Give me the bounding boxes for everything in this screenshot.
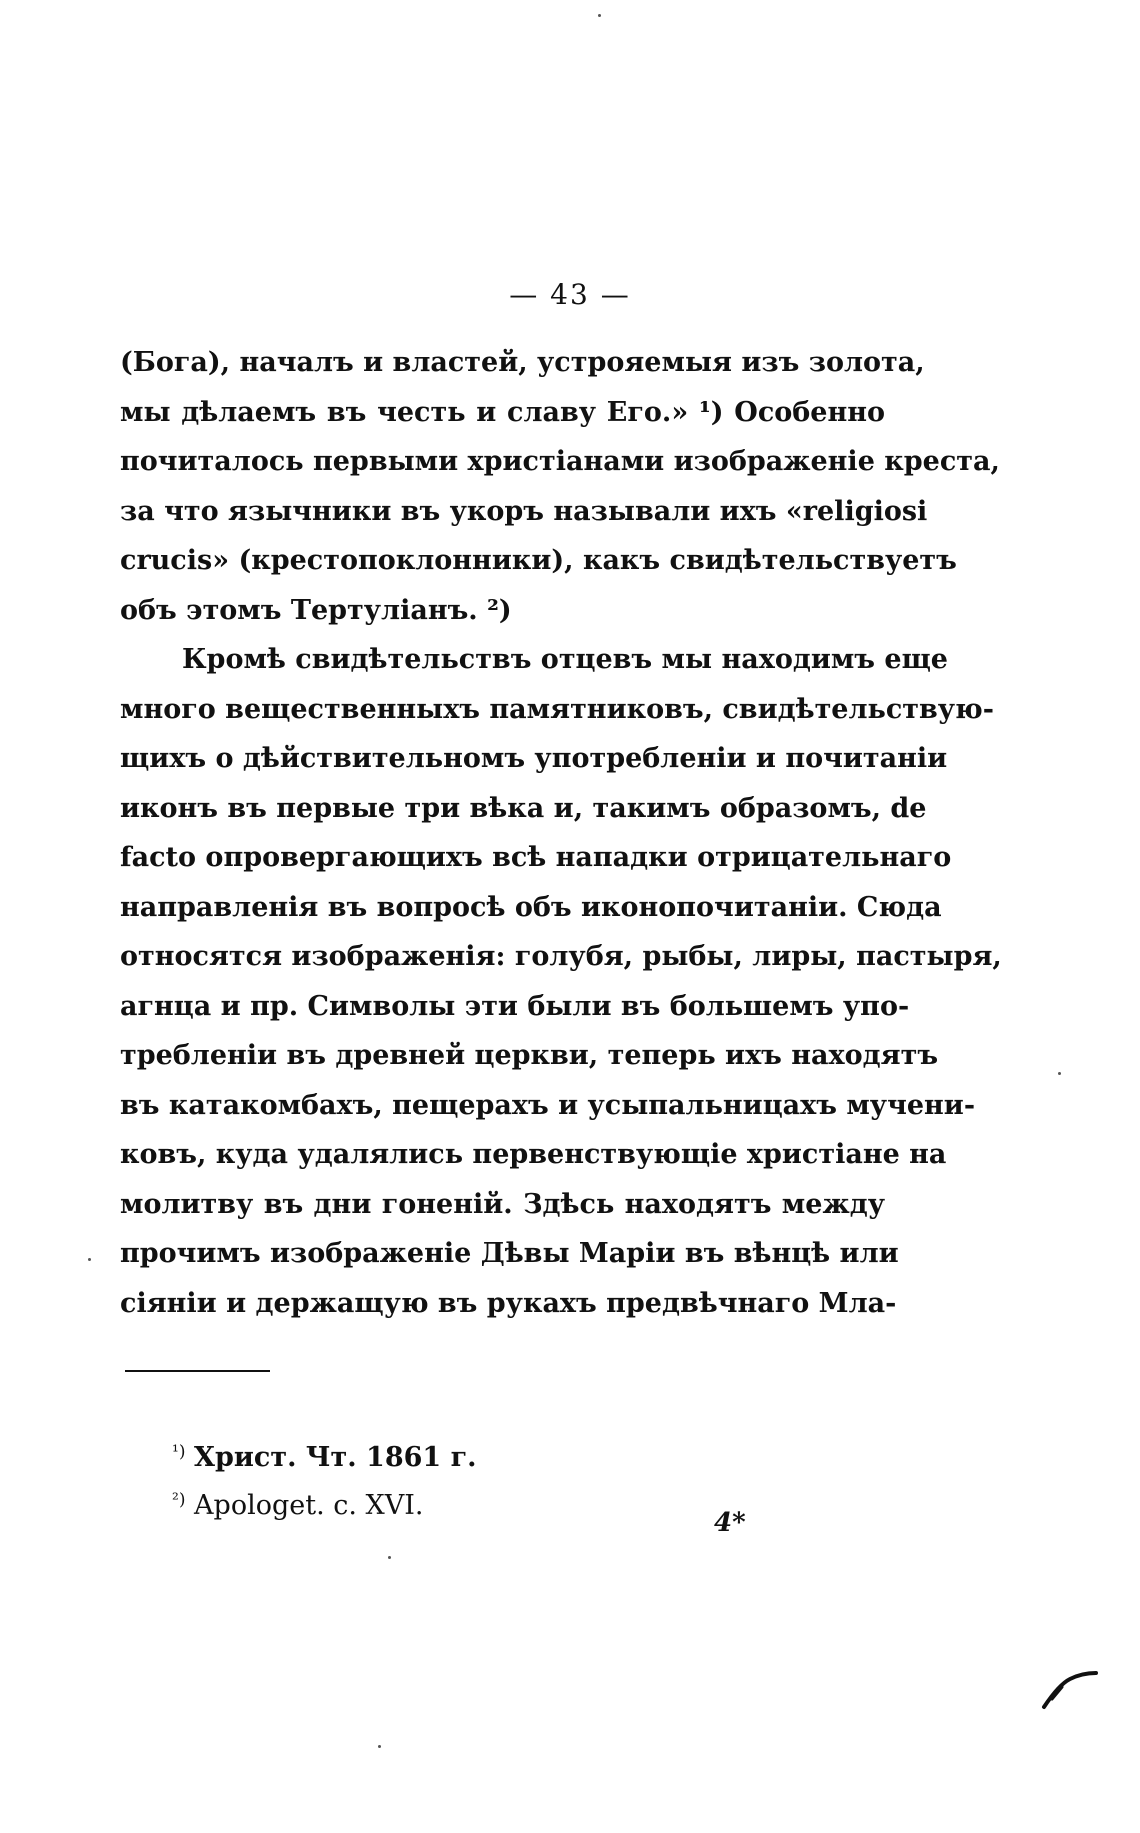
text-line-13: относятся изображенія: голубя, рыбы, лиры, пастыря, [120, 941, 1002, 972]
footnote-separator [125, 1370, 270, 1372]
footnote-2 [172, 1476, 672, 1524]
body-text [120, 338, 1002, 1328]
text-line-17: ковъ, куда удалялись первенствующіе христіане на [120, 1139, 947, 1170]
text-line-12: направленія въ вопросѣ объ иконопочитаніи. Сюда [120, 891, 942, 923]
scan-speck [1058, 1072, 1061, 1075]
footnotes [172, 1428, 672, 1524]
text-line-6: объ этомъ Тертуліанъ. ²) [120, 594, 512, 626]
page-number: — 43 — [509, 278, 631, 311]
scan-speck [378, 1745, 381, 1748]
text-line-14: агнца и пр. Символы эти были въ большемъ упо- [120, 990, 910, 1022]
footnote-mark: ¹) [172, 1442, 186, 1462]
footnote-text: Apologet. c. XVI. [194, 1490, 424, 1521]
text-line-19: прочимъ изображеніе Дѣвы Маріи въ вѣнцѣ или [120, 1238, 899, 1269]
text-line-16: въ катакомбахъ, пещерахъ и усыпальницахъ мучени- [120, 1089, 976, 1121]
scan-speck [388, 1556, 391, 1559]
text-line-1: (Бога), началъ и властей, устрояемыя изъ золота, [120, 347, 925, 378]
text-line-20: сіяніи и держащую въ рукахъ предвѣчнаго Мла- [120, 1287, 897, 1319]
text-line-15: требленіи въ древней церкви, теперь ихъ находятъ [120, 1040, 939, 1071]
footnote-text: Христ. Чт. 1861 г. [194, 1442, 477, 1473]
footnote-mark: ²) [172, 1490, 186, 1510]
text-line-7: Кромѣ свидѣтельствъ отцевъ мы находимъ еще [182, 644, 948, 675]
text-line-10: иконъ въ первые три вѣка и, такимъ образомъ, de [120, 792, 927, 824]
text-line-8: много вещественныхъ памятниковъ, свидѣтельствую- [120, 693, 994, 725]
text-line-18: молитву въ дни гоненій. Здѣсь находятъ между [120, 1188, 885, 1220]
text-line-4: за что язычники въ укоръ называли ихъ «religiosi [120, 495, 928, 527]
text-line-11: facto опровергающихъ всѣ нападки отрицательнаго [120, 842, 952, 873]
signature-mark: 4* [714, 1508, 746, 1538]
text-line-5: crucis» (крестопоклонники), какъ свидѣтельствуетъ [120, 545, 957, 576]
text-line-9: щихъ о дѣйствительномъ употребленіи и почитаніи [120, 743, 948, 774]
scan-speck [598, 14, 601, 17]
text-line-3: почиталось первыми христіанами изображеніе креста, [120, 446, 1000, 477]
scan-speck [88, 1258, 91, 1261]
text-line-2: мы дѣлаемъ въ честь и славу Его.» ¹) Особенно [120, 396, 885, 428]
pen-stroke-icon [1040, 1665, 1100, 1710]
footnote-1 [172, 1428, 672, 1476]
